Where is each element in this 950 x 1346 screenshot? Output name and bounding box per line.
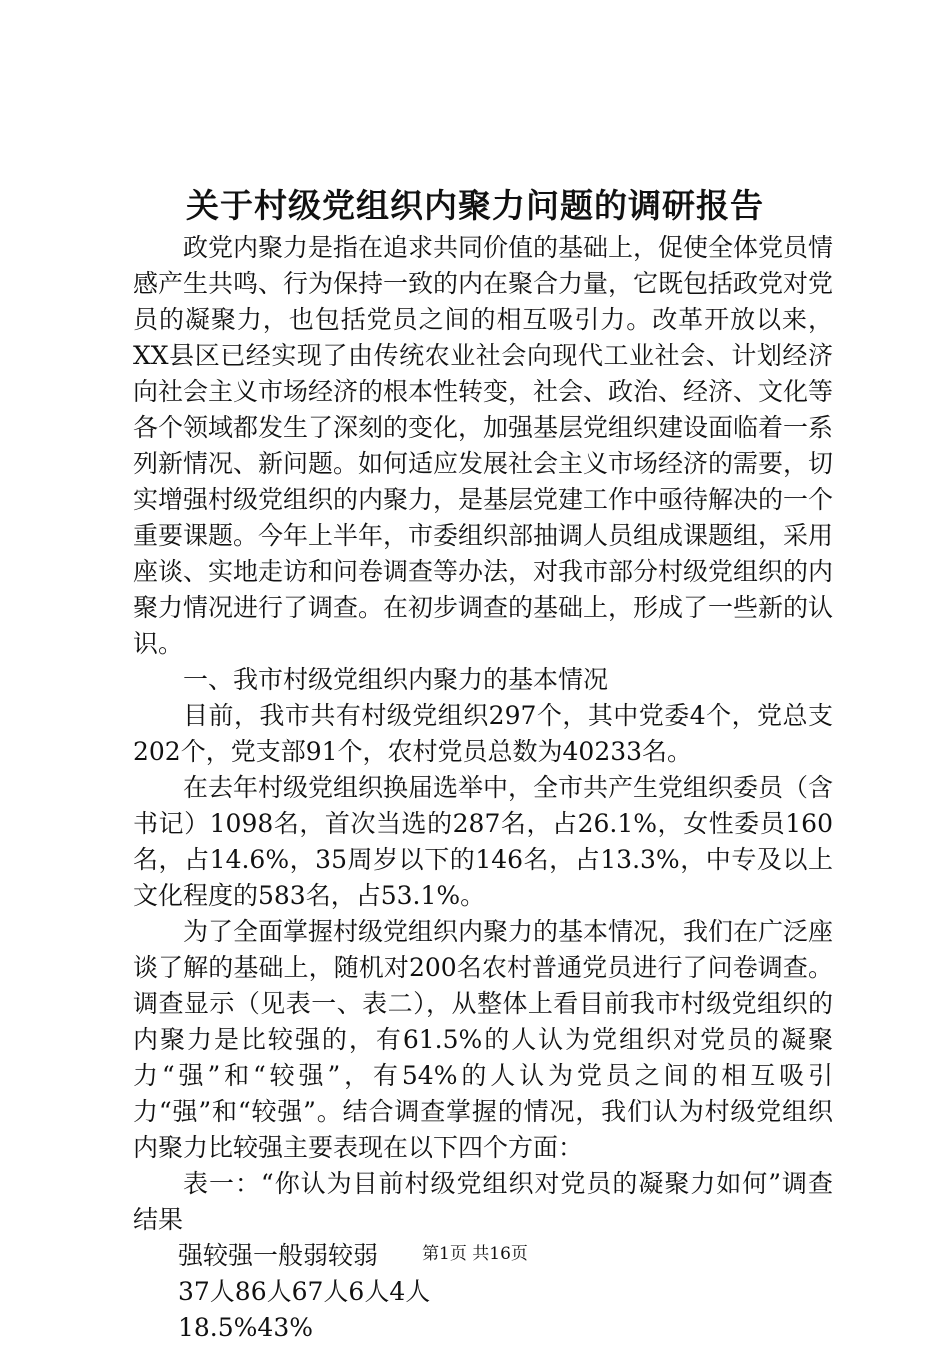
- intro-paragraph: 政党内聚力是指在追求共同价值的基础上，促使全体党员情感产生共鸣、行为保持一致的内在聚合力量，它既包括政党对党员的凝聚力，也包括党员之间的相互吸引力。改革开放以来，XX县区已经实现了由传统农业社会向现代工业社会、计划经济向社会主义市场经济的根本性转变，社会、政治、经济、文化等各个领域都发生了深刻的变化，加强基层党组织建设面临着一系列新情况、新问题。如何适应发展社会主义市场经济的需要，切实增强村级党组织的内聚力，是基层党建工作中亟待解决的一个重要课题。今年上半年，市委组织部抽调人员组成课题组，采用座谈、实地走访和问卷调查等办法，对我市部分村级党组织的内聚力情况进行了调查。在初步调查的基础上，形成了一些新的认识。: [133, 233, 834, 658]
- section-heading: 一、我市村级党组织内聚力的基本情况: [183, 665, 609, 694]
- stats-paragraph-organizations: 目前，我市共有村级党组织297个，其中党委4个，党总支202个，党支部91个，农村党员总数为40233名。: [133, 701, 833, 766]
- page-number: 第1页 共16页: [422, 1244, 528, 1264]
- stats-paragraph-election: 在去年村级党组织换届选举中，全市共产生党组织委员（含书记）1098名，首次当选的287名，占26.1%，女性委员160名，占14.6%，35周岁以下的146名，占13.3%，中专及以上文化程度的583名，占53.1%。: [133, 773, 834, 910]
- survey-paragraph: 为了全面掌握村级党组织内聚力的基本情况，我们在广泛座谈了解的基础上，随机对200名农村普通党员进行了问卷调查。调查显示（见表一、表二），从整体上看目前我市村级党组织的内聚力是比较强的，有61.5%的人认为党组织对党员的凝聚力“强”和“较强”，有54%的人认为党员之间的相互吸引力“强”和“较强”。结合调查掌握的情况，我们认为村级党组织内聚力比较强主要表现在以下四个方面：: [133, 917, 834, 1162]
- table-header-line: 强较强一般弱较弱: [178, 1241, 379, 1270]
- document-body: [133, 230, 833, 1346]
- table-count-line: 37人86人67人6人4人: [178, 1277, 431, 1306]
- table-percent-line: 18.5%43%: [178, 1313, 313, 1342]
- table-caption: 表一：“你认为目前村级党组织对党员的凝聚力如何”调查结果: [133, 1169, 833, 1234]
- document-title: 关于村级党组织内聚力问题的调研报告: [186, 186, 764, 225]
